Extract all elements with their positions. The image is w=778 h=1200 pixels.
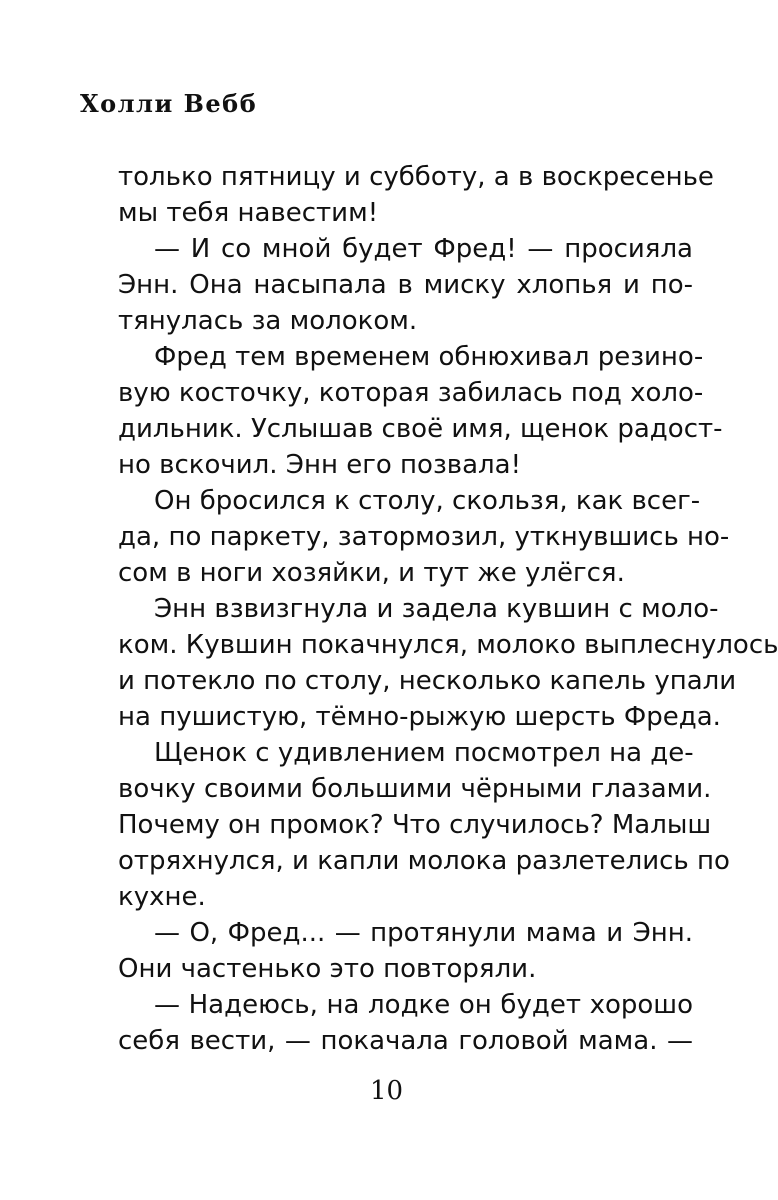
text-line: да, по паркету, затормозил, уткнувшись но- [118, 522, 730, 552]
text-line: тянулась за молоком. [118, 306, 418, 336]
text-line: ком. Кувшин покачнулся, молоко выплеснулось [118, 630, 778, 660]
text-line: на пушистую, тёмно-рыжую шерсть Фреда. [118, 702, 721, 732]
text-line: Фред тем временем обнюхивал резино- [154, 342, 704, 372]
text-line: Почему он промок? Что случилось? Малыш [118, 810, 712, 840]
text-line: — И со мной будет Фред! — просияла [154, 234, 693, 264]
text-line: себя вести, — покачала головой мама. — [118, 1026, 693, 1056]
text-line: и потекло по столу, несколько капель упали [118, 666, 737, 696]
text-line: — О, Фред... — протянули мама и Энн. [154, 918, 693, 948]
text-line: Энн взвизгнула и задела кувшин с моло- [154, 594, 719, 624]
text-line: Они частенько это повторяли. [118, 954, 537, 984]
text-line: отряхнулся, и капли молока разлетелись по [118, 846, 730, 876]
text-line: мы тебя навестим! [118, 198, 379, 228]
text-line: — Надеюсь, на лодке он будет хорошо [154, 990, 693, 1020]
text-line: кухне. [118, 882, 206, 912]
body-text [118, 159, 778, 1059]
running-head-author: Холли Вебб [80, 89, 258, 118]
text-line: вочку своими большими чёрными глазами. [118, 774, 712, 804]
text-line: вую косточку, которая забилась под холо- [118, 378, 704, 408]
text-line: дильник. Услышав своё имя, щенок радост- [118, 414, 723, 444]
page-number: 10 [369, 1076, 404, 1106]
text-line: сом в ноги хозяйки, и тут же улёгся. [118, 558, 625, 588]
text-line: Энн. Она насыпала в миску хлопья и по- [118, 270, 693, 300]
text-line: только пятницу и субботу, а в воскресенье [118, 162, 714, 192]
text-line: Щенок с удивлением посмотрел на де- [154, 738, 694, 768]
text-line: но вскочил. Энн его позвала! [118, 450, 522, 480]
text-line: Он бросился к столу, скользя, как всег- [154, 486, 701, 516]
